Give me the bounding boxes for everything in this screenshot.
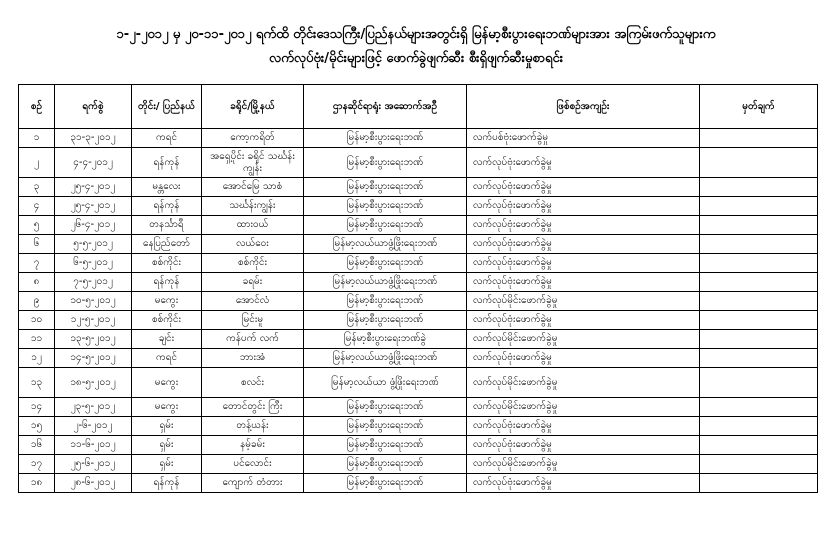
cell-township: သင်္ဃန်းကျွန်း (202, 197, 304, 216)
cell-office: မြန်မာ့စီးပွားရေးဘဏ် (304, 129, 467, 148)
cell-status: လက်လုပ်ဗုံးဖောက်ခွဲမှု (467, 349, 700, 368)
cell-no: ၁ (19, 129, 55, 148)
header-region: တိုင်း/ ပြည်နယ် (132, 85, 202, 129)
cell-township: တောင်တွင်း ကြီး (202, 398, 304, 417)
cell-region: မန္တလေး (132, 178, 202, 197)
table-row (19, 330, 818, 349)
cell-township: ဘားအံ (202, 349, 304, 368)
table-row (19, 455, 818, 474)
cell-no: ၄ (19, 197, 55, 216)
cell-region: စစ်ကိုင်း (132, 311, 202, 330)
cell-township: အောင်မြေ သာစံ (202, 178, 304, 197)
cell-remark (700, 398, 818, 417)
cell-region: ကရင် (132, 349, 202, 368)
cell-date: ၇-၅-၂၀၁၂ (55, 273, 132, 292)
header-office: ဌာနဆိုင်ရာရုံး အဆောက်အဦ (304, 85, 467, 129)
cell-status: လက်လုပ်ဗုံးဖောက်ခွဲမှု (467, 436, 700, 455)
cell-remark (700, 436, 818, 455)
cell-office: မြန်မာ့စီးပွားရေးဘဏ် (304, 148, 467, 178)
table-row (19, 148, 818, 178)
cell-no: ၃ (19, 178, 55, 197)
cell-date: ၁၈-၅-၂၀၁၂ (55, 368, 132, 398)
cell-township: မြင်းမူ (202, 311, 304, 330)
cell-office: မြန်မာ့စီးပွားရေးဘဏ် (304, 178, 467, 197)
cell-no: ၁၁ (19, 330, 55, 349)
cell-status: လက်လုပ်မိုင်းဖောက်ခွဲမှု (467, 330, 700, 349)
cell-date: ၃၁-၃-၂၀၁၂ (55, 129, 132, 148)
cell-status: လက်လုပ်ဗုံးဖောက်ခွဲမှု (467, 216, 700, 235)
table-row (19, 129, 818, 148)
cell-date: ၄-၄-၂၀၁၂ (55, 148, 132, 178)
table-row (19, 311, 818, 330)
incident-table (18, 84, 818, 493)
cell-remark (700, 148, 818, 178)
cell-no: ၈ (19, 273, 55, 292)
cell-township: စလင်း (202, 368, 304, 398)
cell-status: လက်လုပ်မိုင်းဖောက်ခွဲမှု (467, 368, 700, 398)
cell-date: ၂၈-၆-၂၀၁၂ (55, 474, 132, 493)
cell-office: မြန်မာ့လယ်ယာဖွံ့ဖြိုးရေးဘဏ် (304, 273, 467, 292)
cell-office: မြန်မာ့စီးပွားရေးဘဏ် (304, 455, 467, 474)
table-row (19, 368, 818, 398)
cell-region: ရန်ကုန် (132, 273, 202, 292)
cell-region: ကရင် (132, 129, 202, 148)
cell-office: မြန်မာ့လယ်ယာ ဖွံ့ဖြိုးရေးဘဏ် (304, 368, 467, 398)
cell-remark (700, 216, 818, 235)
cell-office: မြန်မာ့စီးပွားရေးဘဏ် (304, 311, 467, 330)
table-header-row (19, 85, 818, 129)
cell-status: လက်လုပ်ဗုံးဖောက်ခွဲမှု (467, 273, 700, 292)
cell-office: မြန်မာ့လယ်ယာဖွံ့ဖြိုးရေးဘဏ် (304, 349, 467, 368)
cell-remark (700, 417, 818, 436)
cell-township: ကော့ကရိတ် (202, 129, 304, 148)
cell-no: ၅ (19, 216, 55, 235)
cell-township: ကျောက် တံတား (202, 474, 304, 493)
cell-region: နေပြည်တော် (132, 235, 202, 254)
cell-remark (700, 292, 818, 311)
cell-township: စစ်ကိုင်း (202, 254, 304, 273)
cell-region: ရန်ကုန် (132, 474, 202, 493)
table-row (19, 436, 818, 455)
cell-office: မြန်မာ့စီးပွားရေးဘဏ်ခွဲ (304, 330, 467, 349)
cell-region: မကွေး (132, 368, 202, 398)
table-row (19, 349, 818, 368)
table-row (19, 254, 818, 273)
table-row (19, 216, 818, 235)
cell-remark (700, 311, 818, 330)
cell-township: ထားဝယ် (202, 216, 304, 235)
cell-remark (700, 368, 818, 398)
cell-date: ၁၄-၅-၂၀၁၂ (55, 349, 132, 368)
table-row (19, 197, 818, 216)
cell-office: မြန်မာ့လယ်ယာဖွံ့ဖြိုးရေးဘဏ် (304, 235, 467, 254)
cell-status: လက်လုပ်ဗုံးဖောက်ခွဲမှု (467, 178, 700, 197)
cell-no: ၁၃ (19, 368, 55, 398)
cell-status: လက်လုပ်ဗုံးဖောက်ခွဲမှု (467, 235, 700, 254)
cell-remark (700, 129, 818, 148)
cell-region: ရှမ်း (132, 417, 202, 436)
cell-remark (700, 273, 818, 292)
cell-date: ၁၁-၆-၂၀၁၂ (55, 436, 132, 455)
cell-remark (700, 330, 818, 349)
cell-office: မြန်မာ့စီးပွားရေးဘဏ် (304, 197, 467, 216)
cell-status: လက်လုပ်ဗုံးဖောက်ခွဲမှု (467, 197, 700, 216)
cell-date: ၆-၅-၂၀၁၂ (55, 254, 132, 273)
cell-no: ၁၈ (19, 474, 55, 493)
header-status: ဖြစ်စဉ်အကျဉ်း (467, 85, 700, 129)
cell-region: မကွေး (132, 292, 202, 311)
cell-township: အရှေ့ပိုင်း ခရိုင် သင်္ဃန်းကျွန်း (202, 148, 304, 178)
cell-region: ရှမ်း (132, 436, 202, 455)
cell-remark (700, 474, 818, 493)
cell-date: ၂၃-၅-၂၀၁၂ (55, 398, 132, 417)
cell-status: လက်လုပ်ဗုံးဖောက်ခွဲမှု (467, 254, 700, 273)
cell-remark (700, 235, 818, 254)
cell-no: ၁၀ (19, 311, 55, 330)
cell-date: ၂၅-၄-၂၀၁၂ (55, 197, 132, 216)
table-row (19, 292, 818, 311)
cell-township: တန့်ယန်း (202, 417, 304, 436)
cell-date: ၂၅-၆-၂၀၁၂ (55, 455, 132, 474)
cell-no: ၆ (19, 235, 55, 254)
cell-office: မြန်မာ့စီးပွားရေးဘဏ် (304, 398, 467, 417)
cell-no: ၉ (19, 292, 55, 311)
cell-no: ၁၄ (19, 398, 55, 417)
header-township: ခရိုင်/မြို့နယ် (202, 85, 304, 129)
cell-status: လက်ပစ်ဗုံးဖောက်ခွဲမှု (467, 129, 700, 148)
cell-township: ပင်လောင်း (202, 455, 304, 474)
cell-office: မြန်မာ့စီးပွားရေးဘဏ် (304, 216, 467, 235)
table-row (19, 273, 818, 292)
cell-office: မြန်မာ့စီးပွားရေးဘဏ် (304, 254, 467, 273)
cell-date: ၅-၅-၂၀၁၂ (55, 235, 132, 254)
cell-status: လက်လုပ်မိုင်းဖောက်ခွဲမှု (467, 398, 700, 417)
cell-date: ၁၀-၅-၂၀၁၂ (55, 292, 132, 311)
table-row (19, 474, 818, 493)
table-row (19, 235, 818, 254)
cell-region: ရန်ကုန် (132, 148, 202, 178)
table-row (19, 178, 818, 197)
cell-no: ၂ (19, 148, 55, 178)
cell-township: နမ့်ခမ်း (202, 436, 304, 455)
cell-date: ၂၅-၄-၂၀၁၂ (55, 178, 132, 197)
cell-remark (700, 349, 818, 368)
cell-status: လက်လုပ်ဗုံးဖောက်ခွဲမှု (467, 148, 700, 178)
cell-status: လက်လုပ်ဗုံးဖောက်ခွဲမှု (467, 417, 700, 436)
cell-no: ၁၂ (19, 349, 55, 368)
cell-remark (700, 254, 818, 273)
cell-status: လက်လုပ်မိုင်းဖောက်ခွဲမှု (467, 292, 700, 311)
cell-township: လယ်ဝေး (202, 235, 304, 254)
cell-region: တနင်္သာရီ (132, 216, 202, 235)
table-row (19, 417, 818, 436)
cell-remark (700, 455, 818, 474)
cell-township: ကန်ပက် လက် (202, 330, 304, 349)
document-title-line-2: လက်လုပ်ဗုံး/မိုင်းများဖြင့် ဖောက်ခွဲဖျက်ဆီး စီးရှိဖျက်ဆီးမှုစာရင်း (268, 51, 564, 66)
cell-date: ၂၆-၄-၂၀၁၂ (55, 216, 132, 235)
cell-region: ရန်ကုန် (132, 197, 202, 216)
header-remark: မှတ်ချက် (700, 85, 818, 129)
cell-region: စစ်ကိုင်း (132, 254, 202, 273)
header-no: စဉ် (19, 85, 55, 129)
cell-no: ၁၆ (19, 436, 55, 455)
cell-date: ၁၂-၅-၂၀၁၂ (55, 311, 132, 330)
cell-remark (700, 197, 818, 216)
cell-status: လက်လုပ်ဗုံးဖောက်ခွဲမှု (467, 311, 700, 330)
cell-region: မကွေး (132, 398, 202, 417)
cell-no: ၁၇ (19, 455, 55, 474)
cell-remark (700, 178, 818, 197)
cell-township: အောင်လံ (202, 292, 304, 311)
document-title-line-1: ၁-၂-၂၀၁၂ မှ ၂၀-၁၁-၂၀၁၂ ရက်ထိ တိုင်းဒေသကြီး/ပြည်နယ်များအတွင်းရှိ မြန်မာ့စီးပွားရေးဘဏ်များအား အကြမ်းဖက်သူများက (116, 27, 716, 42)
cell-region: ချင်း (132, 330, 202, 349)
cell-status: လက်လုပ်မိုင်းဖောက်ခွဲမှု (467, 455, 700, 474)
cell-office: မြန်မာ့စီးပွားရေးဘဏ် (304, 292, 467, 311)
cell-office: မြန်မာ့စီးပွားရေးဘဏ် (304, 436, 467, 455)
cell-date: ၁၃-၅-၂၀၁၂ (55, 330, 132, 349)
cell-region: ရှမ်း (132, 455, 202, 474)
cell-no: ၇ (19, 254, 55, 273)
cell-office: မြန်မာ့စီးပွားရေးဘဏ် (304, 417, 467, 436)
header-date: ရက်စွဲ (55, 85, 132, 129)
cell-office: မြန်မာ့စီးပွားရေးဘဏ် (304, 474, 467, 493)
cell-status: လက်လုပ်ဗုံးဖောက်ခွဲမှု (467, 474, 700, 493)
cell-no: ၁၅ (19, 417, 55, 436)
table-row (19, 398, 818, 417)
cell-township: ခရမ်း (202, 273, 304, 292)
cell-date: ၂-၆-၂၀၁၂ (55, 417, 132, 436)
